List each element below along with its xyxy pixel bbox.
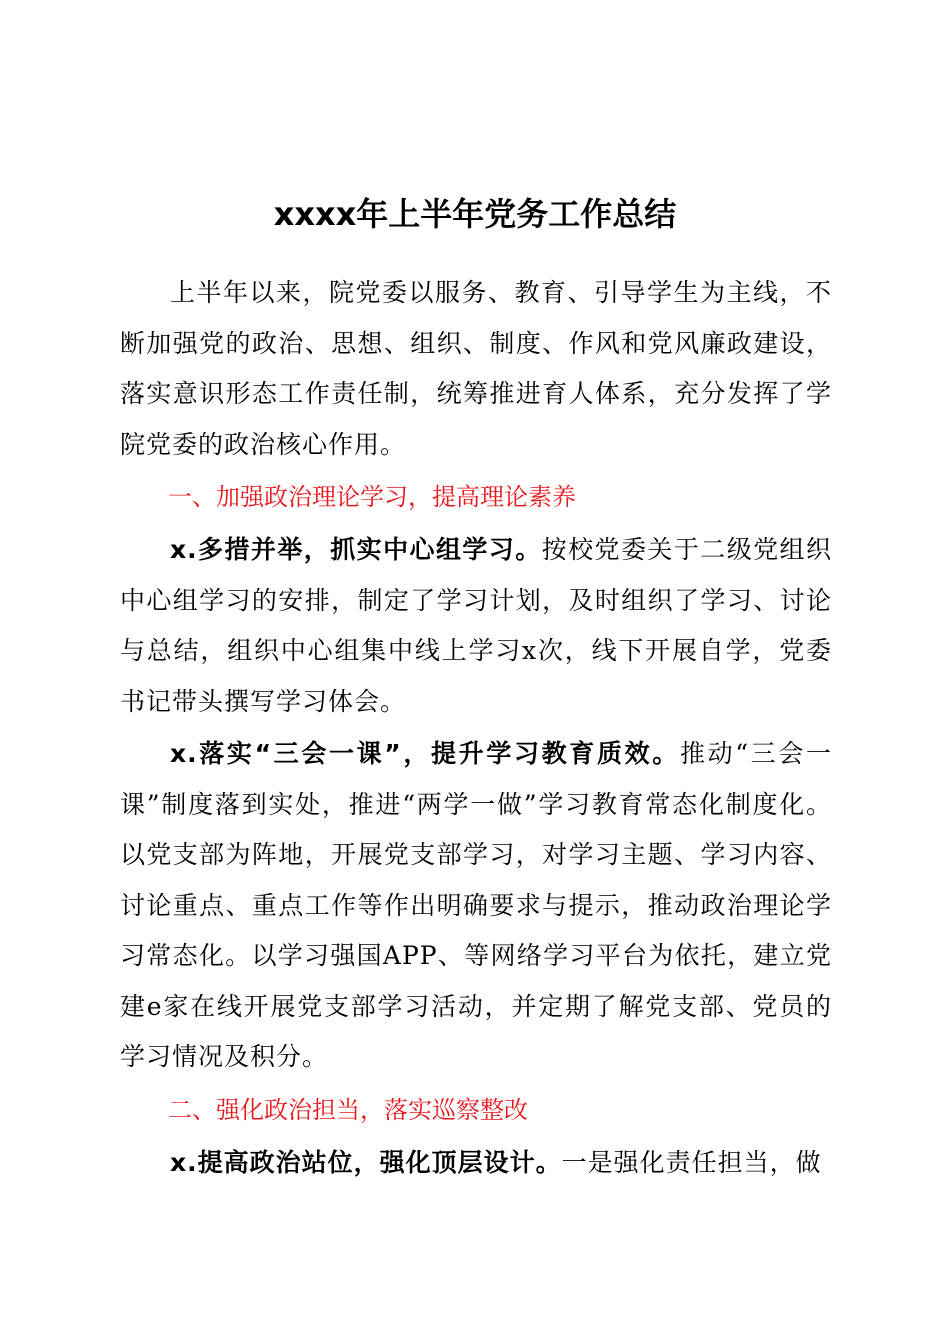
item-text: 按校党委关于二级党组织中心组学习的安排，制定了学习计划，及时组织了学习、讨论与总结，组织中心组集中线上学习x次，线下开展自学，党委书记带头撰写学习体会。 (120, 535, 832, 716)
section-1-item-1 (120, 525, 832, 727)
item-lead: x.提高政治站位，强化顶层设计。 (170, 1147, 562, 1177)
item-text: 推动“三会一课”制度落到实处，推进“两学一做”学习教育常态化制度化。以党支部为阵地，开展党支部学习，对学习主题、学习内容、讨论重点、重点工作等作出明确要求与提示，推动政治理论学习常态化。以学习强国APP、等网络学习平台为依托，建立党建e家在线开展党支部学习活动，并定期了解党支部、党员的学习情况及积分。 (120, 739, 832, 1071)
item-lead: x.落实“三会一课”，提升学习教育质效。 (170, 739, 680, 768)
section-2-item-1 (120, 1138, 832, 1189)
section-heading-2: 二、强化政治担当，落实巡察整改 (168, 1095, 528, 1124)
item-lead: x.多措并举，抓实中心组学习。 (170, 535, 542, 564)
item-text: 一是强化责任担当，做 (561, 1147, 822, 1177)
section-heading-1: 一、加强政治理论学习，提高理论素养 (168, 483, 576, 511)
section-1-item-2 (120, 729, 832, 1083)
document-title: xxxx年上半年党务工作总结 (273, 195, 677, 233)
intro-paragraph: 上半年以来，院党委以服务、教育、引导学生为主线，不断加强党的政治、思想、组织、制度、作风和党风廉政建设，落实意识形态工作责任制，统筹推进育人体系，充分发挥了学院党委的政治核心作用。 (120, 278, 832, 459)
document-body (120, 268, 832, 1188)
